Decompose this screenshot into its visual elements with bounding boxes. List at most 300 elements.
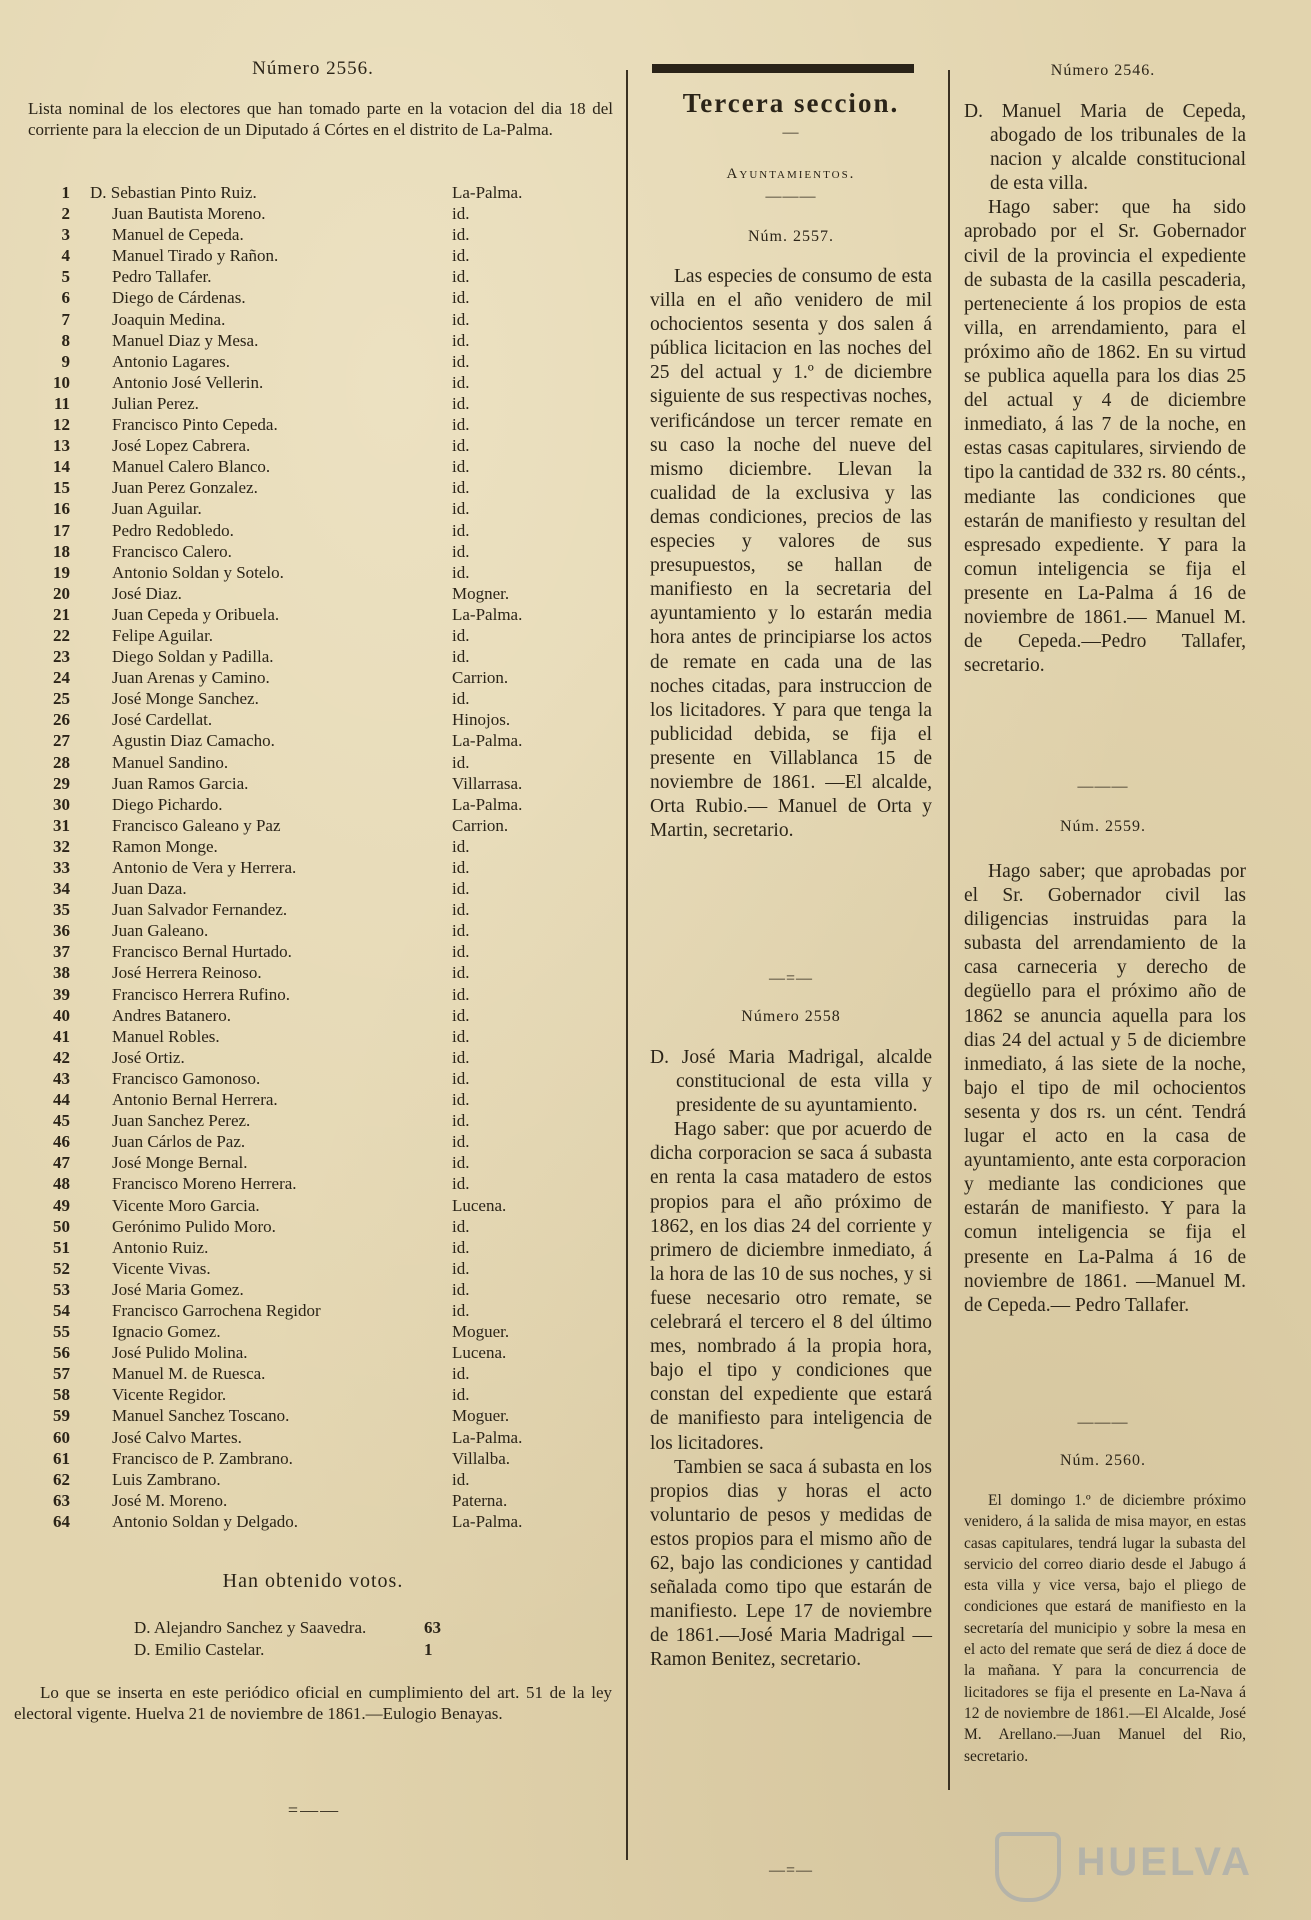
elector-row: [32, 899, 612, 920]
elector-place: id.: [452, 1111, 470, 1131]
elector-name: José Calvo Martes.: [112, 1427, 242, 1447]
elector-number: 29: [53, 773, 70, 793]
elector-place: id.: [452, 520, 470, 540]
elector-row: [32, 857, 612, 878]
elector-place: id.: [452, 921, 470, 941]
elector-number: 24: [53, 668, 70, 688]
elector-number: 49: [53, 1195, 70, 1215]
elector-row: [32, 1005, 612, 1026]
elector-row: [32, 688, 612, 709]
elector-place: La-Palma.: [452, 1511, 523, 1531]
elector-place: Villalba.: [452, 1448, 510, 1468]
elector-place: Mogner.: [452, 583, 510, 603]
paragraph: Hago saber; que aprobadas por el Sr. Gobernador civil las diligencias instruidas para la subasta del arrendamiento de la casa carneceria y derecho de degüello para el próximo año de 1862 se anuncia aquella para los dias 24 del actual y 5 de diciembre inmediato, á las siete de la noche, bajo el tipo de mil ochocientos sesenta y dos rs. un cént. Tendrá lugar el acto en la casa de ayuntamiento, ante esta corporacion y mediante las condiciones que estarán de manifiesto. Y para la comun inteligencia se fija el presente en La-Palma á 16 de noviembre de 1861. —Manuel M. de Cepeda.— Pedro Tallafer.: [964, 861, 1246, 1316]
elector-number: 8: [61, 330, 70, 350]
elector-name: Juan Cepeda y Oribuela.: [112, 604, 280, 624]
elector-row: [32, 1469, 612, 1490]
elector-name: Juan Galeano.: [112, 921, 209, 941]
elector-name: Juan Bautista Moreno.: [112, 204, 266, 224]
elector-row: [32, 941, 612, 962]
elector-number: 37: [53, 942, 70, 962]
subsection-title: Ayuntamientos.: [726, 166, 856, 182]
elector-name: Luis Zambrano.: [112, 1469, 221, 1489]
column-section-three: [646, 0, 936, 1900]
elector-row: [32, 1511, 612, 1532]
elector-number: 19: [53, 562, 70, 582]
elector-place: id.: [452, 1026, 470, 1046]
elector-row: [32, 1279, 612, 1300]
elector-name: Antonio Lagares.: [112, 351, 231, 371]
elector-place: id.: [452, 499, 470, 519]
elector-row: [32, 435, 612, 456]
elector-row: [32, 562, 612, 583]
elector-number: 1: [61, 183, 70, 202]
elector-row: [32, 309, 612, 330]
elector-row: [32, 878, 612, 899]
elector-row: [32, 1173, 612, 1194]
elector-name: Vicente Regidor.: [112, 1385, 227, 1405]
elector-row: [32, 920, 612, 941]
elector-number: 28: [53, 752, 70, 772]
elector-place: id.: [452, 1364, 470, 1384]
elector-name: José M. Moreno.: [112, 1490, 228, 1510]
elector-number: 53: [53, 1279, 70, 1299]
elector-place: id.: [452, 1153, 470, 1173]
elector-number: 2: [61, 204, 70, 224]
subsection-dash: ———: [765, 188, 817, 205]
elector-name: Francisco Bernal Hurtado.: [112, 942, 292, 962]
candidate-votes: 1: [424, 1640, 433, 1659]
elector-place: Carrion.: [452, 815, 509, 835]
elector-place: id.: [452, 478, 470, 498]
paragraph: D. José Maria Madrigal, alcalde constitucional de esta villa y presidente de su ayuntamiento.: [650, 1047, 932, 1117]
elector-row: [32, 498, 612, 519]
elector-number: 9: [61, 351, 70, 371]
elector-row: [32, 477, 612, 498]
elector-number: 12: [53, 415, 70, 435]
elector-number: 51: [53, 1237, 70, 1257]
elector-row: [32, 393, 612, 414]
elector-name: Manuel Tirado y Rañon.: [112, 246, 279, 266]
elector-row: [32, 1427, 612, 1448]
elector-place: id.: [452, 1469, 470, 1489]
elector-row: [32, 1321, 612, 1342]
elector-row: [32, 182, 612, 203]
elector-place: Carrion.: [452, 668, 509, 688]
elector-number: 40: [53, 1005, 70, 1025]
elector-number: 62: [53, 1469, 70, 1489]
elector-row: [32, 815, 612, 836]
elector-number: 5: [61, 267, 70, 287]
notice-number: Núm. 2559.: [1060, 818, 1146, 835]
elector-place: La-Palma.: [452, 604, 523, 624]
candidate-row: [134, 1618, 441, 1638]
elector-name: Diego Soldan y Padilla.: [112, 647, 274, 667]
elector-name: Vicente Vivas.: [112, 1258, 211, 1278]
elector-number: 16: [53, 499, 70, 519]
notice-2557-body: [650, 265, 932, 843]
elector-row: [32, 245, 612, 266]
elector-row: [32, 1195, 612, 1216]
elector-number: 55: [53, 1322, 70, 1342]
elector-place: id.: [452, 225, 470, 245]
elector-number: 4: [61, 246, 70, 266]
elector-name: Francisco Galeano y Paz: [112, 815, 281, 835]
elector-number: 46: [53, 1132, 70, 1152]
elector-number: 18: [53, 541, 70, 561]
candidate-row: [134, 1640, 433, 1660]
elector-place: id.: [452, 1047, 470, 1067]
elector-place: id.: [452, 330, 470, 350]
elector-place: id.: [452, 879, 470, 899]
elector-place: id.: [452, 1385, 470, 1405]
elector-number: 36: [53, 921, 70, 941]
elector-name: Diego de Cárdenas.: [112, 288, 246, 308]
elector-place: id.: [452, 1258, 470, 1278]
elector-number: 17: [53, 520, 70, 540]
column-electors: [14, 0, 612, 1900]
elector-name: Juan Cárlos de Paz.: [112, 1132, 246, 1152]
elector-name: Pedro Redobledo.: [112, 520, 234, 540]
elector-name: Juan Sanchez Perez.: [112, 1111, 251, 1131]
elector-number: 11: [53, 393, 70, 413]
elector-place: id.: [452, 372, 470, 392]
candidate-name: D. Emilio Castelar.: [134, 1640, 265, 1659]
elector-place: La-Palma.: [452, 794, 523, 814]
elector-row: [32, 1047, 612, 1068]
elector-row: [32, 583, 612, 604]
divider: ———: [1077, 778, 1129, 795]
elector-row: [32, 1363, 612, 1384]
notice-number: Número 2556.: [252, 58, 374, 79]
notice-2558-body: [650, 1046, 932, 1672]
elector-name: José Herrera Reinoso.: [112, 963, 262, 983]
elector-number: 44: [53, 1090, 70, 1110]
elector-number: 13: [53, 436, 70, 456]
section-title: Tercera seccion.: [682, 88, 900, 118]
elector-row: [32, 1068, 612, 1089]
closing-paragraph: Lo que se inserta en este periódico oficial en cumplimiento del art. 51 de la ley electoral vigente. Huelva 21 de noviembre de 1861.—Eulogio Benayas.: [14, 1683, 612, 1723]
elector-number: 42: [53, 1047, 70, 1067]
elector-place: Lucena.: [452, 1195, 507, 1215]
elector-name: José Diaz.: [112, 583, 182, 603]
elector-name: Francisco Calero.: [112, 541, 232, 561]
elector-place: id.: [452, 267, 470, 287]
elector-name: Manuel de Cepeda.: [112, 225, 244, 245]
elector-place: id.: [452, 1090, 470, 1110]
elector-place: La-Palma.: [452, 731, 523, 751]
elector-number: 14: [53, 457, 70, 477]
elector-number: 6: [61, 288, 70, 308]
elector-place: Paterna.: [452, 1490, 508, 1510]
elector-number: 56: [53, 1343, 70, 1363]
electors-list-intro: Lista nominal de los electores que han tomado parte en la votacion del dia 18 del corriente para la eleccion de un Diputado á Córtes en el distrito de La-Palma.: [28, 99, 613, 139]
elector-number: 7: [61, 309, 70, 329]
elector-name: Manuel M. de Ruesca.: [112, 1364, 266, 1384]
elector-number: 60: [53, 1427, 70, 1447]
notice-number: Núm. 2557.: [748, 228, 834, 245]
elector-number: 38: [53, 963, 70, 983]
elector-name: Vicente Moro Garcia.: [112, 1195, 260, 1215]
elector-name: Antonio de Vera y Herrera.: [112, 858, 297, 877]
elector-row: [32, 520, 612, 541]
elector-row: [32, 414, 612, 435]
electors-list: [32, 182, 612, 1532]
elector-row: [32, 287, 612, 308]
elector-place: id.: [452, 984, 470, 1004]
column-notices: [960, 0, 1246, 1900]
elector-name: Antonio Bernal Herrera.: [112, 1090, 278, 1110]
elector-row: [32, 730, 612, 751]
paragraph: El domingo 1.º de diciembre próximo venidero, á la salida de misa mayor, en estas casas capitulares, tendrá lugar la subasta del servicio del correo diario desde el Jabugo á esta villa y vice versa, bajo el pliego de condiciones que estará de manifiesto en la secretaría del municipio y sobre la mesa en el acto del remate que será de diez á doce de la mañana. Y para la concurrencia de licitadores se fija el presente en La-Nava á 12 de noviembre de 1861.—El Alcalde, José M. Arellano.—Juan Manuel del Rio, secretario.: [964, 1492, 1246, 1765]
notice-2559-body: [964, 860, 1246, 1318]
elector-row: [32, 266, 612, 287]
elector-place: id.: [452, 1279, 470, 1299]
elector-row: [32, 1448, 612, 1469]
votes-obtained-heading: Han obtenido votos.: [222, 1570, 404, 1592]
elector-name: José Maria Gomez.: [112, 1279, 244, 1299]
elector-row: [32, 1237, 612, 1258]
elector-row: [32, 1300, 612, 1321]
elector-name: Julian Perez.: [112, 393, 199, 413]
elector-row: [32, 541, 612, 562]
elector-number: 21: [53, 604, 70, 624]
notice-2560-body: [964, 1490, 1246, 1767]
elector-name: Francisco Gamonoso.: [112, 1068, 261, 1088]
elector-name: Agustin Diaz Camacho.: [112, 731, 275, 751]
elector-number: 32: [53, 836, 70, 856]
elector-name: Ignacio Gomez.: [112, 1322, 221, 1342]
archive-watermark: HUELVA: [1076, 1840, 1253, 1884]
elector-row: [32, 351, 612, 372]
title-dash: —: [782, 124, 800, 141]
elector-number: 15: [53, 478, 70, 498]
elector-row: [32, 203, 612, 224]
elector-number: 26: [53, 710, 70, 730]
elector-number: 25: [53, 689, 70, 709]
elector-place: id.: [452, 836, 470, 856]
elector-place: id.: [452, 963, 470, 983]
elector-name: Antonio Soldan y Sotelo.: [112, 562, 284, 582]
elector-row: [32, 1110, 612, 1131]
elector-name: José Pulido Molina.: [112, 1343, 248, 1363]
elector-name: Manuel Diaz y Mesa.: [112, 330, 259, 350]
elector-name: Antonio Soldan y Delgado.: [112, 1511, 299, 1531]
elector-name: Manuel Sanchez Toscano.: [112, 1406, 290, 1426]
elector-number: 39: [53, 984, 70, 1004]
elector-place: id.: [452, 246, 470, 266]
elector-row: [32, 984, 612, 1005]
elector-name: Francisco Moreno Herrera.: [112, 1174, 297, 1194]
elector-name: Juan Perez Gonzalez.: [112, 478, 258, 498]
elector-name: Antonio Ruiz.: [112, 1237, 209, 1257]
elector-row: [32, 794, 612, 815]
candidate-name: D. Alejandro Sanchez y Saavedra.: [134, 1618, 367, 1637]
elector-name: José Lopez Cabrera.: [112, 436, 251, 456]
elector-place: Lucena.: [452, 1343, 507, 1363]
elector-name: José Monge Sanchez.: [112, 689, 259, 709]
elector-row: [32, 1089, 612, 1110]
elector-place: id.: [452, 204, 470, 224]
elector-row: [32, 1152, 612, 1173]
elector-place: id.: [452, 351, 470, 371]
elector-row: [32, 372, 612, 393]
elector-number: 54: [53, 1300, 70, 1320]
elector-place: id.: [452, 436, 470, 456]
elector-place: id.: [452, 1068, 470, 1088]
elector-row: [32, 752, 612, 773]
elector-place: id.: [452, 1005, 470, 1025]
elector-place: id.: [452, 309, 470, 329]
elector-number: 45: [53, 1111, 70, 1131]
elector-name: Francisco Garrochena Regidor: [112, 1300, 321, 1320]
elector-place: id.: [452, 1132, 470, 1152]
elector-number: 59: [53, 1406, 70, 1426]
elector-row: [32, 604, 612, 625]
elector-number: 31: [53, 815, 70, 835]
elector-name: Gerónimo Pulido Moro.: [112, 1216, 276, 1236]
elector-row: [32, 1258, 612, 1279]
elector-name: Felipe Aguilar.: [112, 625, 214, 645]
elector-name: Manuel Calero Blanco.: [112, 457, 271, 477]
elector-name: Andres Batanero.: [112, 1005, 231, 1025]
notice-number: Número 2558: [741, 1008, 841, 1025]
elector-place: id.: [452, 1216, 470, 1236]
elector-place: id.: [452, 625, 470, 645]
archive-seal-icon: [995, 1832, 1061, 1902]
elector-place: id.: [452, 752, 470, 772]
divider: —=—: [768, 1862, 814, 1879]
elector-number: 50: [53, 1216, 70, 1236]
paragraph: Las especies de consumo de esta villa en el año venidero de mil ochocientos sesenta y dos salen á pública licitacion en las noches del 25 del actual y 1.º de diciembre siguiente de sus respectivas noches, verificándose un tercer remate en su caso la noche del nueve del mismo diciembre. Llevan la cualidad de la exclusiva y las demas condiciones, precios de las especies y valores de sus presupuestos, se hallan de manifiesto en la secretaria del ayuntamiento y lo estarán media hora antes de principiarse los actos de remate en cada una de las noches citadas, para instruccion de los licitadores. Y para que tenga la publicidad debida, se fija el presente en Villablanca 15 de noviembre de 1861. —El alcalde, Orta Rubio.— Manuel de Orta y Martin, secretario.: [650, 266, 932, 842]
elector-place: id.: [452, 1174, 470, 1194]
elector-place: id.: [452, 562, 470, 582]
elector-row: [32, 836, 612, 857]
elector-row: [32, 1384, 612, 1405]
elector-name: José Monge Bernal.: [112, 1153, 248, 1173]
elector-number: 22: [53, 625, 70, 645]
elector-place: id.: [452, 942, 470, 962]
elector-name: Manuel Sandino.: [112, 752, 229, 772]
elector-number: 48: [53, 1174, 70, 1194]
column-rule: [948, 70, 950, 1790]
elector-place: id.: [452, 288, 470, 308]
elector-row: [32, 773, 612, 794]
elector-place: id.: [452, 415, 470, 435]
elector-row: [32, 667, 612, 688]
elector-number: 35: [53, 900, 70, 920]
elector-place: id.: [452, 1237, 470, 1257]
elector-name: Juan Daza.: [112, 879, 187, 899]
elector-place: Hinojos.: [452, 710, 511, 730]
elector-row: [32, 625, 612, 646]
elector-name: Manuel Robles.: [112, 1026, 220, 1046]
elector-place: La-Palma.: [452, 183, 523, 202]
elector-place: Moguer.: [452, 1406, 510, 1426]
end-ornament: =——: [287, 1800, 341, 1820]
elector-place: Villarrasa.: [452, 773, 523, 793]
elector-number: 27: [53, 731, 70, 751]
elector-place: id.: [452, 689, 470, 709]
elector-row: [32, 709, 612, 730]
elector-row: [32, 330, 612, 351]
elector-number: 20: [53, 583, 70, 603]
elector-row: [32, 1131, 612, 1152]
elector-number: 23: [53, 647, 70, 667]
elector-name: Juan Aguilar.: [112, 499, 202, 519]
elector-place: id.: [452, 1300, 470, 1320]
elector-row: [32, 1405, 612, 1426]
elector-number: 61: [53, 1448, 70, 1468]
elector-name: Juan Ramos Garcia.: [112, 773, 249, 793]
elector-row: [32, 646, 612, 667]
elector-name: Francisco Herrera Rufino.: [112, 984, 290, 1004]
elector-number: 64: [53, 1511, 70, 1531]
notice-2546-body: [964, 100, 1246, 678]
elector-number: 52: [53, 1258, 70, 1278]
elector-place: id.: [452, 647, 470, 667]
elector-name: José Cardellat.: [112, 710, 213, 730]
notice-number: Número 2546.: [1050, 62, 1156, 79]
elector-name: José Ortiz.: [112, 1047, 185, 1067]
paragraph: Hago saber: que ha sido aprobado por el Sr. Gobernador civil de la provincia el expediente de subasta de la casilla pescaderia, perteneciente á los propios de esta villa, en arrendamiento, para el próximo año de 1862. En su virtud se publica aquella para los dias 25 del actual y 4 de diciembre inmediato, á las 7 de la noche, en estas casas capitulares, sirviendo de tipo la cantidad de 332 rs. 80 cénts., mediante las condiciones que estarán de manifiesto y resultan del espresado expediente. Y para la comun inteligencia se fija el presente en La-Palma á 16 de noviembre de 1861.— Manuel M. de Cepeda.—Pedro Tallafer, secretario.: [964, 197, 1246, 677]
elector-name: Diego Pichardo.: [112, 794, 223, 814]
elector-row: [32, 962, 612, 983]
paragraph: D. Manuel Maria de Cepeda, abogado de los tribunales de la nacion y alcalde constitucional de esta villa.: [964, 101, 1246, 195]
elector-row: [32, 1026, 612, 1047]
elector-name: Joaquin Medina.: [112, 309, 226, 329]
paragraph: Tambien se saca á subasta en los propios dias y horas el acto voluntario de pesos y medidas de estos propios para el mismo año de 62, bajo las condiciones y cantidad señalada como tipo que estarán de manifiesto. Lepe 17 de noviembre de 1861.—José Maria Madrigal —Ramon Benitez, secretario.: [650, 1456, 932, 1671]
elector-name: Ramon Monge.: [112, 836, 218, 856]
elector-name: D. Sebastian Pinto Ruiz.: [90, 183, 257, 202]
candidate-votes: 63: [424, 1618, 441, 1637]
section-rule: [652, 64, 914, 73]
elector-number: 58: [53, 1385, 70, 1405]
elector-row: [32, 1216, 612, 1237]
divider: ———: [1077, 1414, 1129, 1431]
elector-row: [32, 1490, 612, 1511]
divider: —=—: [768, 970, 814, 987]
elector-row: [32, 456, 612, 477]
elector-number: 30: [53, 794, 70, 814]
elector-name: Antonio José Vellerin.: [112, 372, 264, 392]
elector-place: id.: [452, 900, 470, 920]
elector-name: Francisco Pinto Cepeda.: [112, 415, 278, 435]
elector-number: 34: [53, 879, 70, 899]
notice-number: Núm. 2560.: [1060, 1452, 1146, 1469]
elector-number: 63: [53, 1490, 70, 1510]
elector-name: Francisco de P. Zambrano.: [112, 1448, 293, 1468]
elector-place: Moguer.: [452, 1322, 510, 1342]
elector-row: [32, 1342, 612, 1363]
elector-place: id.: [452, 858, 470, 877]
elector-place: id.: [452, 541, 470, 561]
paragraph: Hago saber: que por acuerdo de dicha corporacion se saca á subasta en renta la casa matadero de estos propios para el año próximo de 1862, en los dias 24 del corriente y primero de diciembre inmediato, á la hora de las 10 de sus noches, y si fuese necesario otro remate, se celebrará el tercero el 8 del último mes, nombrado á la propia hora, bajo el tipo y condiciones que constan del expediente que estará de manifiesto para inteligencia de los licitadores.: [650, 1119, 932, 1454]
elector-number: 41: [53, 1026, 70, 1046]
elector-number: 57: [53, 1364, 70, 1384]
elector-number: 47: [53, 1153, 70, 1173]
elector-number: 33: [53, 858, 70, 877]
elector-place: id.: [452, 393, 470, 413]
elector-place: id.: [452, 457, 470, 477]
elector-number: 3: [61, 225, 70, 245]
column-rule: [626, 70, 628, 1860]
elector-place: La-Palma.: [452, 1427, 523, 1447]
elector-number: 43: [53, 1068, 70, 1088]
elector-name: Pedro Tallafer.: [112, 267, 212, 287]
elector-name: Juan Arenas y Camino.: [112, 668, 270, 688]
elector-number: 10: [53, 372, 70, 392]
